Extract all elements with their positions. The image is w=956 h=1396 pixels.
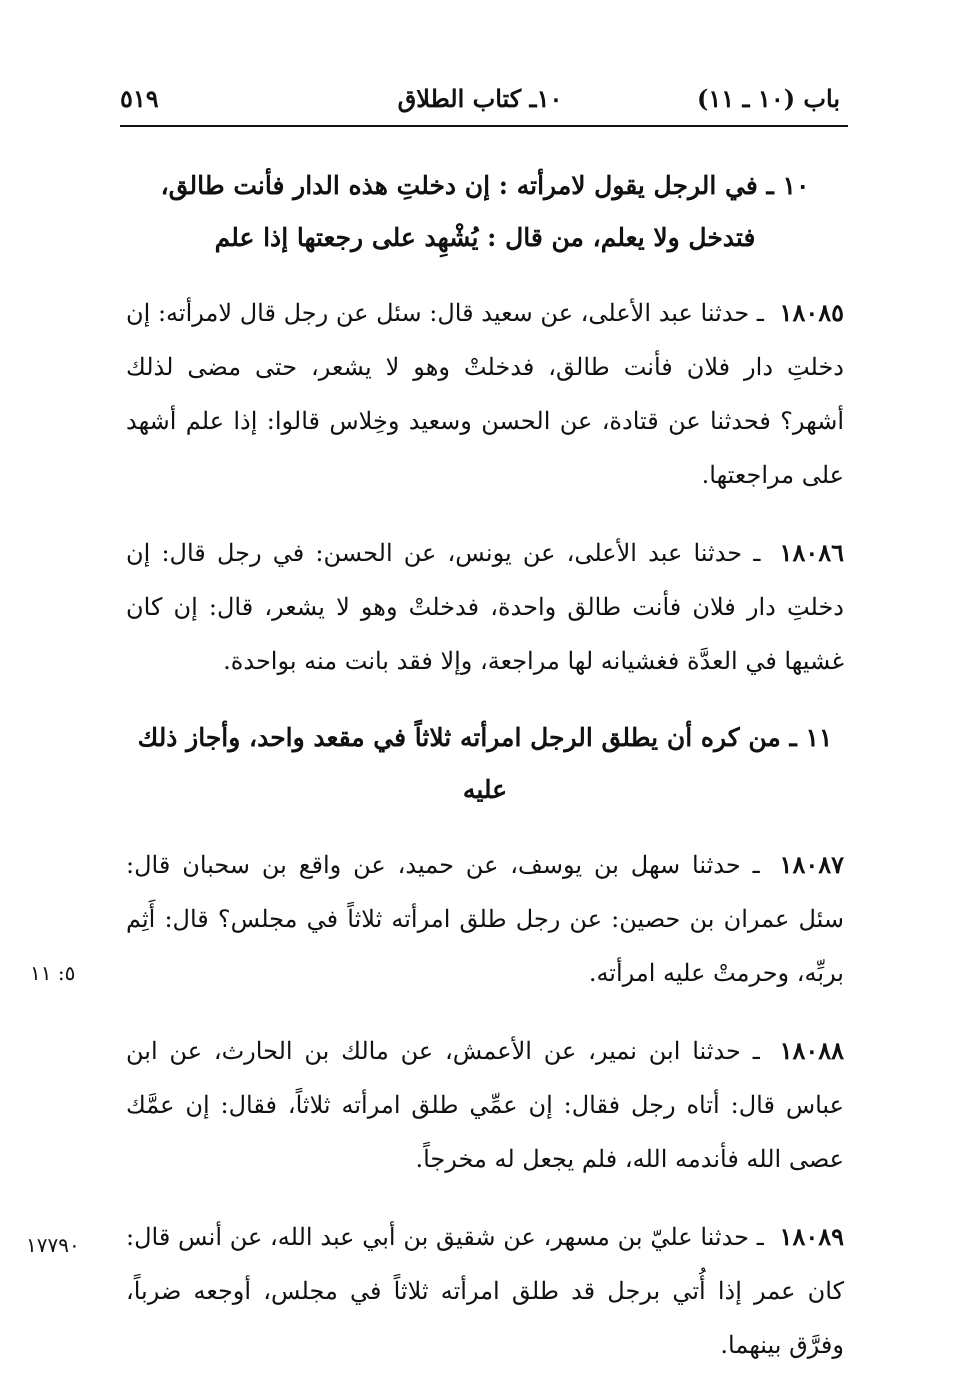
hadith-number: ١٨٠٨٧ [779,850,844,879]
hadith-text: ـ حدثنا ابن نمير، عن الأعمش، عن مالك بن الحارث، عن ابن عباس قال: أتاه رجل فقال: إن عمِّي طلق امرأته ثلاثاً، فقال: إن عمَّك عصى الله فأندمه الله، فلم يجعل له مخرجاً. [126,1037,844,1173]
hadith-text: ـ حدثنا عبد الأعلى، عن سعيد قال: سئل عن رجل قال لامرأته: إن دخلتِ دار فلان فأنت طالق، فدخلتْ وهو لا يشعر، حتى مضى لذلك أشهر؟ فحدثنا عن قتادة، عن الحسن وسعيد وخِلاس قالوا: إذا علم أشهد على مراجعتها. [126,299,844,489]
book-title: ١٠ـ كتاب الطلاق [397,84,563,113]
hadith-18089 [26,1210,844,1372]
chapter-heading-11: ١١ ـ من كره أن يطلق الرجل امرأته ثلاثاً في مقعد واحد، وأجاز ذلك عليه [137,723,833,804]
hadith-number: ١٨٠٨٦ [779,538,844,567]
hadith-18087 [30,838,844,1000]
hadith-18086 [126,526,844,688]
hadith-number: ١٨٠٨٨ [779,1036,845,1065]
hadith-number: ١٨٠٨٩ [779,1222,844,1251]
margin-volume-ref: ٥: ١١ [30,961,76,985]
header-rule [120,125,848,127]
hadith-text: ـ حدثنا سهل بن يوسف، عن حميد، عن واقع بن سحبان قال: سئل عمران بن حصين: عن رجل طلق امرأته ثلاثاً في مجلس؟ قال: أَثِم بربِّه، وحرمتْ عليه امرأته. [126,851,844,987]
page-body [26,160,845,1396]
hadith-text: ـ حدثنا عليّ بن مسهر، عن شقيق بن أبي عبد الله، عن أنس قال: كان عمر إذا أُتي برجل قد طلق امرأته ثلاثاً في مجلس، أوجعه ضرباً، وفرَّق بينهما. [126,1223,844,1359]
page-number: ٥١٩ [120,84,159,113]
hadith-number: ١٨٠٨٥ [779,298,844,327]
chapter-heading-10: ١٠ ـ في الرجل يقول لامرأته : إن دخلتِ هذه الدار فأنت طالق، فتدخل ولا يعلم، من قال : يُشْهِد على رجعتها إذا علم [160,171,810,252]
hadith-text: ـ حدثنا عبد الأعلى، عن يونس، عن الحسن: في رجل قال: إن دخلتِ دار فلان فأنت طالق واحدة، فدخلتْ وهو لا يشعر، قال: إن كان غشيها في العدَّة فغشيانه لها مراجعة، وإلا فقد بانت منه بواحدة. [126,539,844,675]
margin-cross-ref: ١٧٧٩٠ [26,1233,80,1257]
page-header [120,84,840,124]
hadith-18088 [126,1024,844,1186]
chapter-range: باب (١٠ ـ ١١) [697,84,840,113]
hadith-18085 [126,286,844,502]
